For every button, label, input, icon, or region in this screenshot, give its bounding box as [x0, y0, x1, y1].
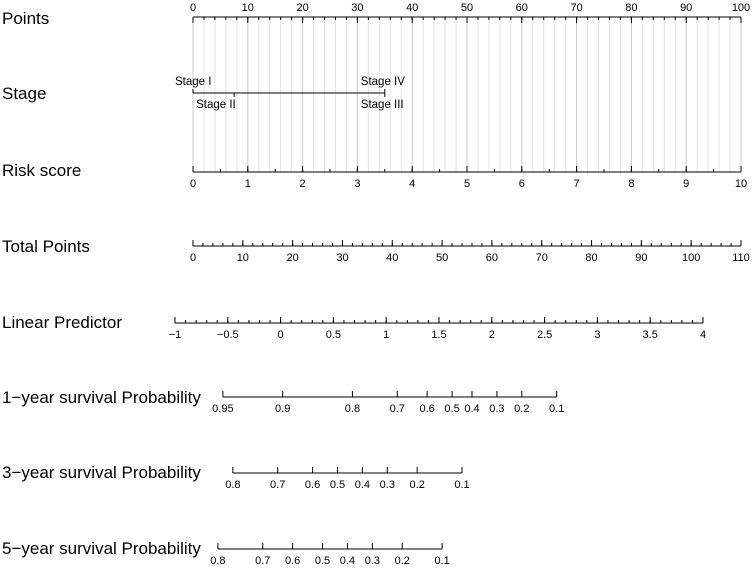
total_points-tick-label: 20 [286, 252, 299, 264]
linear_predictor-tick-label: 1.5 [431, 329, 447, 341]
surv_1y-tick-label: 0.5 [444, 403, 460, 415]
surv_5y-tick-label: 0.7 [255, 555, 271, 567]
surv_5y-tick-label: 0.3 [364, 555, 380, 567]
total_points-tick-label: 90 [635, 252, 648, 264]
linear_predictor-tick-label: 2.5 [536, 329, 553, 341]
points-tick-label: 60 [515, 2, 528, 14]
points-tick-label: 10 [241, 2, 254, 14]
risk_score-tick-label: 4 [409, 178, 416, 190]
row-label-total-points: Total Points [2, 237, 90, 256]
points-tick-label: 40 [406, 2, 419, 14]
surv_1y-tick-label: 0.1 [549, 403, 565, 415]
surv_3y-tick-label: 0.7 [270, 479, 286, 491]
row-label-linear-predictor: Linear Predictor [2, 313, 123, 332]
risk_score-tick-label: 1 [244, 178, 251, 190]
surv_3y-tick-label: 0.2 [409, 479, 425, 491]
linear_predictor-tick-label: −1 [168, 329, 182, 341]
surv_5y-tick-label: 0.8 [210, 555, 226, 567]
surv_1y-tick-label: 0.7 [389, 403, 405, 415]
axes-layer [169, 2, 750, 567]
surv_5y-tick-label: 0.5 [314, 555, 331, 567]
total_points-tick-label: 40 [386, 252, 399, 264]
row-label-points: Points [2, 9, 50, 28]
surv_1y-tick-label: 0.95 [212, 403, 234, 415]
points-tick-label: 70 [570, 2, 583, 14]
stage-category-label-2: Stage II [196, 99, 236, 111]
points-tick-label: 50 [460, 2, 474, 14]
total_points-tick-label: 10 [236, 252, 249, 264]
linear_predictor-tick-label: 3 [594, 329, 601, 341]
total_points-tick-label: 80 [585, 252, 598, 264]
row-label-5-year-survival: 5−year survival Probability [2, 539, 201, 558]
risk_score-tick-label: 10 [734, 178, 748, 190]
linear_predictor-tick-label: 1 [383, 329, 390, 341]
surv_3y-tick-label: 0.5 [329, 479, 346, 491]
linear_predictor-tick-label: 3.5 [642, 329, 658, 341]
surv_3y-tick-label: 0.1 [454, 479, 470, 491]
risk_score-tick-label: 3 [354, 178, 361, 190]
stage-category-label-3: Stage III [360, 99, 404, 111]
row-label-risk-score: Risk score [2, 161, 82, 180]
risk_score-tick-label: 0 [189, 178, 197, 190]
stage-category-label-4: Stage IV [360, 76, 405, 88]
row-label-3-year-survival: 3−year survival Probability [2, 463, 201, 482]
risk_score-tick-label: 5 [463, 178, 471, 190]
surv_3y-tick-label: 0.4 [354, 479, 371, 491]
surv_5y-tick-label: 0.1 [434, 555, 450, 567]
linear_predictor-tick-label: 0 [277, 329, 284, 341]
risk_score-tick-label: 8 [628, 178, 635, 190]
points-tick-label: 0 [189, 2, 197, 14]
points-tick-label: 80 [625, 2, 638, 14]
row-label-1-year-survival: 1−year survival Probability [2, 388, 201, 407]
linear_predictor-tick-label: 2 [488, 329, 495, 341]
total_points-tick-label: 60 [485, 252, 499, 264]
points-gridlines [193, 17, 741, 172]
surv_1y-tick-label: 0.9 [275, 403, 291, 415]
surv_1y-tick-label: 0.3 [489, 403, 505, 415]
points-tick-label: 90 [680, 2, 693, 14]
total_points-tick-label: 70 [535, 252, 548, 264]
row-label-stage: Stage [2, 84, 47, 103]
surv_3y-tick-label: 0.6 [304, 479, 321, 491]
stage-category-label-1: Stage I [175, 76, 212, 88]
risk_score-tick-label: 2 [299, 178, 306, 190]
surv_3y-tick-label: 0.8 [225, 479, 241, 491]
surv_5y-tick-label: 0.4 [339, 555, 356, 567]
surv_3y-tick-label: 0.3 [379, 479, 395, 491]
total_points-tick-label: 30 [336, 252, 349, 264]
surv_1y-tick-label: 0.6 [419, 403, 435, 415]
points-tick-label: 30 [351, 2, 364, 14]
risk_score-tick-label: 6 [518, 178, 525, 190]
surv_1y-tick-label: 0.4 [464, 403, 480, 415]
points-tick-label: 100 [731, 2, 751, 14]
surv_1y-tick-label: 0.2 [514, 403, 530, 415]
total_points-tick-label: 110 [732, 252, 750, 264]
surv_5y-tick-label: 0.6 [284, 555, 301, 567]
linear_predictor-tick-label: 0.5 [325, 329, 342, 341]
total_points-tick-label: 0 [189, 252, 197, 264]
total_points-tick-label: 50 [435, 252, 449, 264]
risk_score-tick-label: 7 [573, 178, 580, 190]
surv_5y-tick-label: 0.2 [394, 555, 410, 567]
risk_score-tick-label: 9 [683, 178, 690, 190]
total_points-tick-label: 100 [682, 252, 701, 264]
points-tick-label: 20 [296, 2, 309, 14]
surv_1y-tick-label: 0.8 [344, 403, 361, 415]
linear_predictor-tick-label: −0.5 [216, 329, 239, 341]
linear_predictor-tick-label: 4 [699, 329, 707, 341]
